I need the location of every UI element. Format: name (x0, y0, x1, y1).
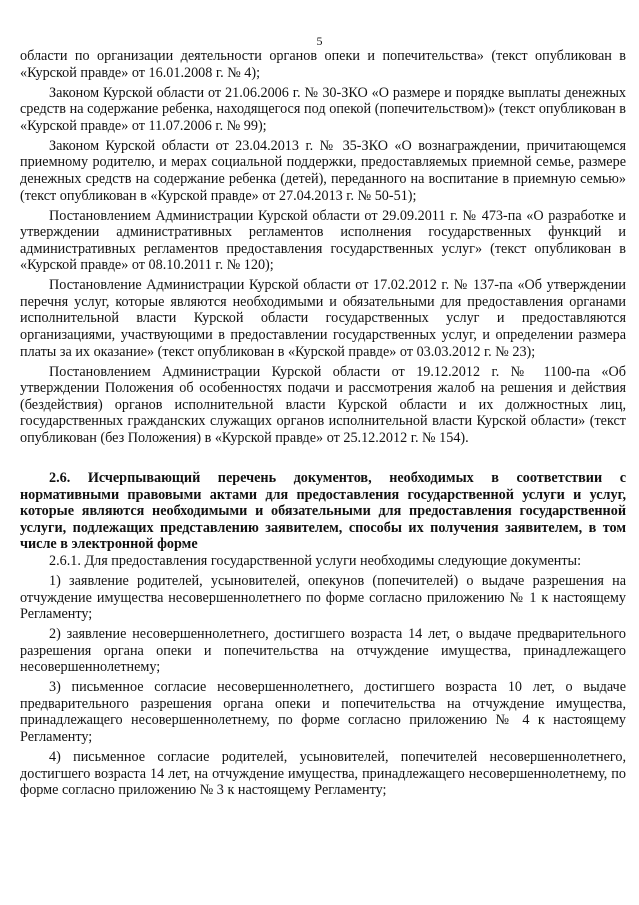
paragraph-resolution-473: Постановлением Администрации Курской области от 29.09.2011 г. № 473-па «О разработке и утверждении административных регламентов исполнения государственных функций и административных регламентов предоставления государственных услуг» (текст опубликован в «Курской правде» от 08.10.2011 г. № 120); (20, 207, 626, 274)
list-item-4: 4) письменное согласие родителей, усыновителей, попечителей несовершеннолетнего, достигшего возраста 14 лет, на отчуждение имущества, принадлежащего несовершеннолетнему, по форме согласно приложению № 3 к настоящему Регламенту; (20, 749, 626, 799)
page-number: 5 (316, 34, 323, 48)
list-item-2: 2) заявление несовершеннолетнего, достигшего возраста 14 лет, о выдаче предварительного разрешения органа опеки и попечительства на отчуждение имущества, принадлежащего несовершеннолетнему; (20, 626, 626, 676)
list-item-3: 3) письменное согласие несовершеннолетнего, достигшего возраста 10 лет, о выдаче предварительного разрешения органа опеки и попечительства на отчуждение имущества, принадлежащего несовершеннолетнему, по форме согласно приложению № 4 к настоящему Регламенту; (20, 679, 626, 746)
section-spacer (20, 450, 626, 470)
paragraph-resolution-137: Постановление Администрации Курской области от 17.02.2012 г. № 137-па «Об утверждении перечня услуг, которые являются необходимыми и обязательными для предоставления органами исполнительной власти Курской области государственных услуг и предоставляются организациями, участвующими в предоставлении государственных услуг, и определении размера платы за их оказание» (текст опубликован в «Курской правде» от 03.03.2012 г. № 23); (20, 277, 626, 360)
paragraph-law-35-zko: Законом Курской области от 23.04.2013 г. № 35-ЗКО «О вознаграждении, причитающемся приемному родителю, и мерах социальной поддержки, предоставляемых приемной семье, размере денежных средств на содержание ребенка (детей), переданного на воспитание в приемную семью» (текст опубликован в «Курской правде» от 27.04.2013 г. № 50-51); (20, 137, 626, 204)
list-item-1: 1) заявление родителей, усыновителей, опекунов (попечителей) о выдаче разрешения на отчуждение имущества несовершеннолетнего по форме согласно приложению № 1 к настоящему Регламенту; (20, 572, 626, 623)
paragraph-continuation: области по организации деятельности органов опеки и попечительства» (текст опубликован в «Курской правде» от 16.01.2008 г. № 4); (20, 48, 626, 81)
paragraph-resolution-1100: Постановлением Администрации Курской области от 19.12.2012 г. № 1100-па «Об утверждении Положения об особенностях подачи и рассмотрения жалоб на решения и действия (бездействия) органов исполнительной власти Курской области и их должностных лиц, государственных гражданских служащих органов исполнительной власти Курской области» (текст опубликован (без Положения) в «Курской правде» от 25.12.2012 г. № 154). (20, 363, 626, 447)
paragraph-law-30-zko: Законом Курской области от 21.06.2006 г. № 30-ЗКО «О размере и порядке выплаты денежных средств на содержание ребенка, находящегося под опекой (попечительством)» (текст опубликован в «Курской правде» от 11.07.2006 г. № 99); (20, 84, 626, 134)
section-heading-2-6: 2.6. Исчерпывающий перечень документов, необходимых в соответствии с нормативными правовыми актами для предоставления государственной услуги и услуг, которые являются необходимыми и обязательными для предоставления государственной услуги, подлежащих представлению заявителем, способы их получения заявителем, в том числе в электронной форме (20, 470, 626, 553)
document-body (20, 48, 626, 802)
section-intro: 2.6.1. Для предоставления государственной услуги необходимы следующие документы: (49, 552, 582, 569)
